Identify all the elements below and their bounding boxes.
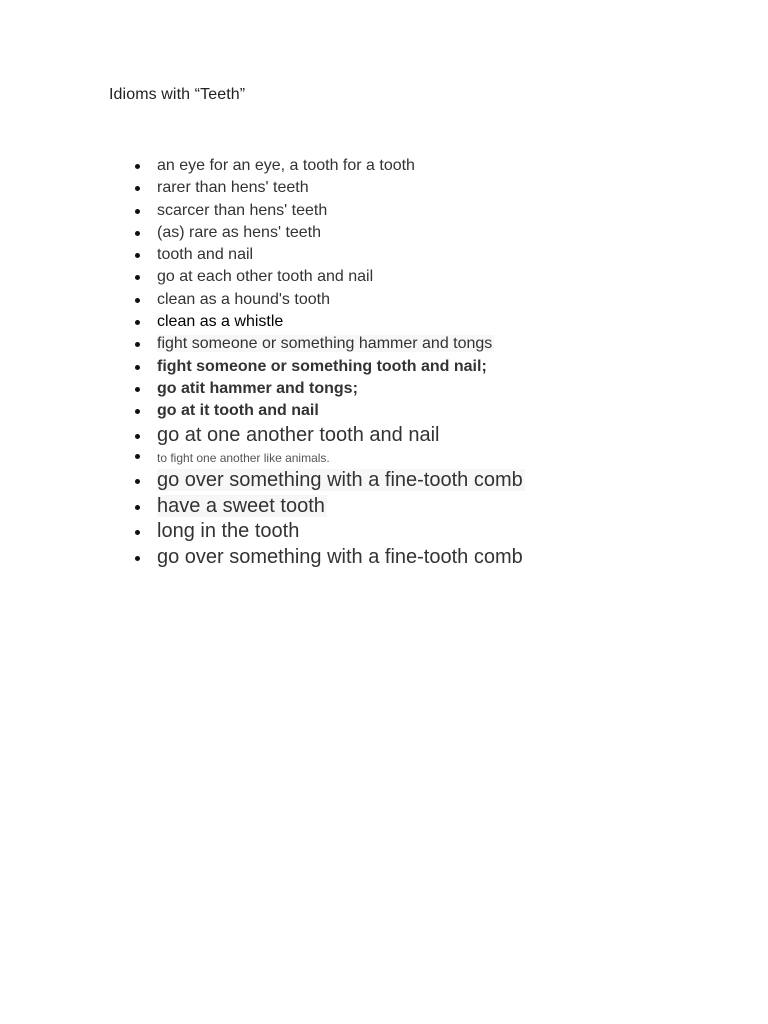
bullet-icon: [135, 365, 140, 370]
list-item: [0, 289, 768, 311]
list-item: [0, 200, 768, 222]
bullet-icon: [135, 275, 140, 280]
list-item: [0, 378, 768, 400]
list-item: [0, 519, 768, 545]
idiom-list: [0, 155, 768, 570]
bullet-icon: [135, 409, 140, 414]
list-item-text: to fight one another like animals.: [157, 451, 330, 466]
list-item-text: clean as a whistle: [157, 313, 284, 331]
bullet-icon: [135, 479, 140, 484]
bullet-icon: [135, 454, 140, 459]
list-item: [0, 244, 768, 266]
list-item: [0, 177, 768, 199]
list-item: [0, 266, 768, 288]
bullet-icon: [135, 298, 140, 303]
list-item-text: long in the tooth: [157, 520, 300, 543]
bullet-icon: [135, 209, 140, 214]
list-item: [0, 400, 768, 422]
list-item-text: go at each other tooth and nail: [157, 268, 374, 286]
list-item-text: scarcer than hens' teeth: [157, 201, 328, 219]
list-item-text: clean as a hound's tooth: [157, 290, 330, 308]
document-title: Idioms with “Teeth”: [109, 86, 246, 103]
list-item-text: go at it tooth and nail: [157, 402, 319, 420]
list-item-text: go at one another tooth and nail: [157, 423, 440, 446]
bullet-icon: [135, 434, 140, 439]
bullet-icon: [135, 556, 140, 561]
list-item-text: go over something with a fine-tooth comb: [157, 469, 523, 492]
list-item: [0, 423, 768, 449]
list-item: [0, 333, 768, 355]
list-item: [0, 356, 768, 378]
bullet-icon: [135, 186, 140, 191]
bullet-icon: [135, 320, 140, 325]
list-item: [0, 468, 768, 494]
list-item-text: go atit hammer and tongs;: [157, 379, 358, 397]
list-item-text: (as) rare as hens' teeth: [157, 223, 322, 241]
list-item: [0, 494, 768, 520]
list-item: [0, 545, 768, 571]
list-item-text: tooth and nail: [157, 246, 254, 264]
bullet-icon: [135, 231, 140, 236]
bullet-icon: [135, 505, 140, 510]
bullet-icon: [135, 342, 140, 347]
bullet-icon: [135, 253, 140, 258]
list-item-text: go over something with a fine-tooth comb: [157, 545, 523, 568]
list-item-text: rarer than hens' teeth: [157, 179, 309, 197]
list-item: [0, 155, 768, 177]
list-item-text: fight someone or something tooth and nail;: [157, 357, 487, 375]
list-item-text: an eye for an eye, a tooth for a tooth: [157, 157, 415, 174]
list-item-text: fight someone or something hammer and tongs: [157, 335, 493, 353]
bullet-icon: [135, 164, 140, 169]
list-item: [0, 311, 768, 333]
bullet-icon: [135, 530, 140, 535]
bullet-icon: [135, 387, 140, 392]
list-item: [0, 448, 768, 468]
list-item-text: have a sweet tooth: [157, 494, 325, 517]
list-item: [0, 222, 768, 244]
